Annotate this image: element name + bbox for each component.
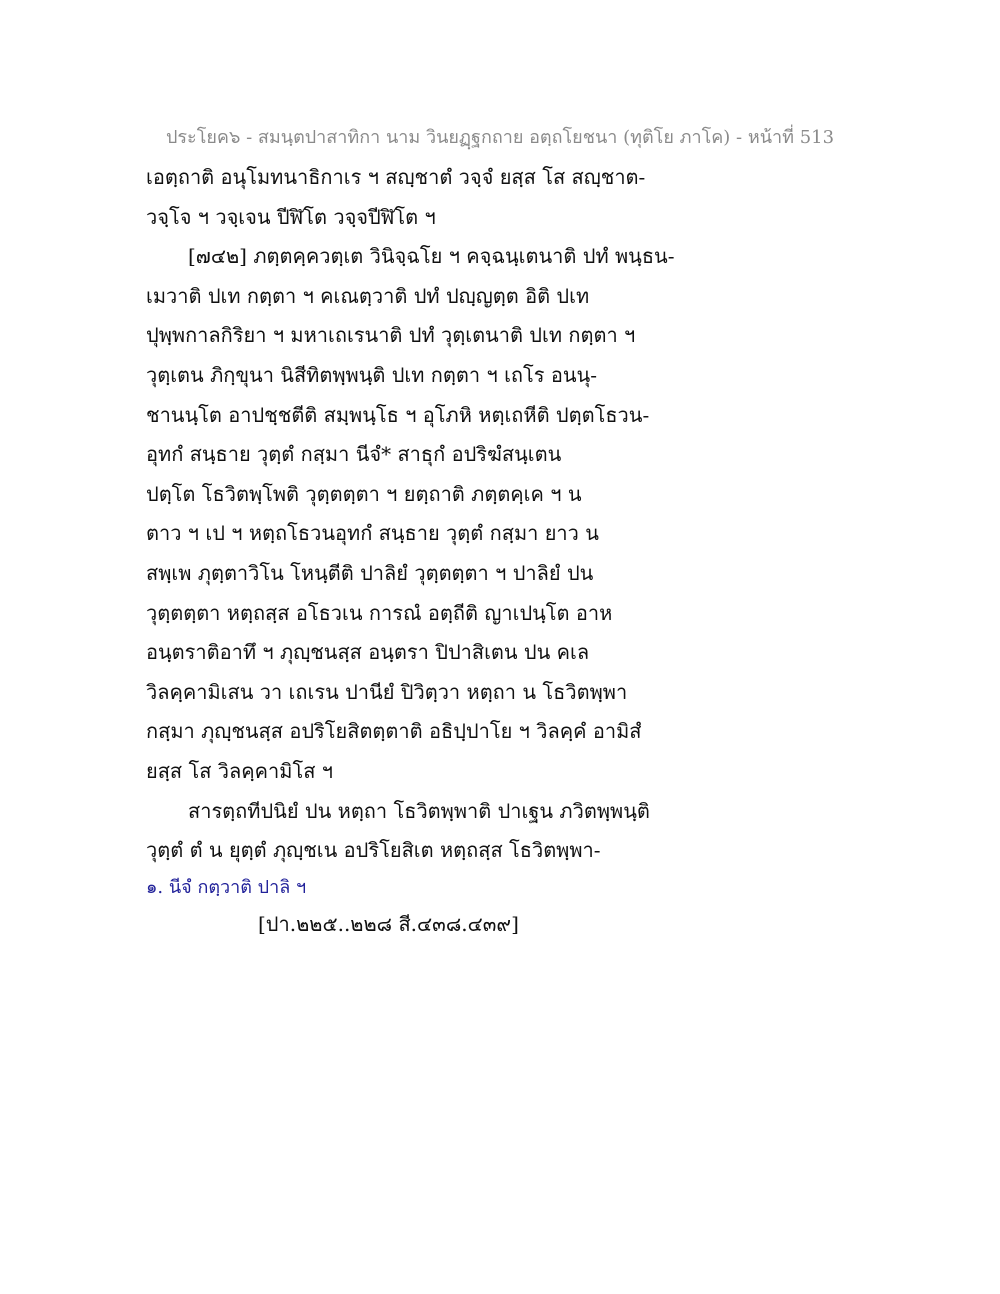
- text-line: ตาว ฯ เป ฯ หตฺถโธวนอุทกํ สนฺธาย วุตฺตํ กสฺมา ยาว น: [146, 521, 599, 546]
- text-line: ปตฺโต โธวิตพฺโพติ วุตฺตตฺตา ฯ ยตฺถาติ ภตฺตคฺเค ฯ น: [146, 481, 582, 506]
- text-line: สารตฺถทีปนิยํ ปน หตฺถา โธวิตพฺพาติ ปาเฐน ภวิตพฺพนฺติ: [188, 798, 650, 823]
- text-line: วิลคฺคามิเสน วา เถเรน ปานียํ ปิวิตฺวา หตฺถา น โธวิตพฺพา: [146, 679, 628, 704]
- footnote: ๑. นีจํ กตฺวาติ ปาลิ ฯ: [146, 877, 307, 898]
- text-line: อนฺตราติอาทึ ฯ ภุญฺชนสฺส อนฺตรา ปิปาสิเตน ปน คเล: [146, 640, 590, 665]
- text-line: เอตฺถาติ อนุโมทนาธิกาเร ฯ สญฺชาตํ วจฺจํ ยสฺส โส สญฺชาต-: [146, 165, 646, 189]
- text-line: กสฺมา ภุญฺชนสฺส อปริโยสิตตฺตาติ อธิปฺปาโย ฯ วิลคฺคํ อามิสํ: [146, 719, 642, 744]
- text-line: วุตฺตตฺตา หตฺถสฺส อโธวเน การณํ อตฺถีติ ญาเปนฺโต อาห: [146, 600, 613, 625]
- page-header: [0, 122, 1000, 151]
- text-line: อุทกํ สนฺธาย วุตฺตํ กสฺมา นีจํ* สาธุกํ อปริฆํสนฺเตน: [146, 442, 562, 467]
- text-line: ชานนฺโต อาปชฺชตีติ สมฺพนฺโธ ฯ อุโภหิ หตฺเถหีติ ปตฺตโธวน-: [146, 402, 650, 427]
- text-line: วุตฺตํ ตํ น ยุตฺตํ ภุญฺชเน อปริโยสิเต หตฺถสฺส โธวิตพฺพา-: [146, 838, 601, 863]
- body-text: [146, 158, 675, 871]
- text-line: วจฺโจ ฯ วจฺเจน ปีฬิโต วจฺจปีฬิโต ฯ: [146, 204, 436, 229]
- text-line: ปุพฺพกาลกิริยา ฯ มหาเถเรนาติ ปทํ วุตฺเตนาติ ปเท กตฺตา ฯ: [146, 323, 636, 348]
- text-line: ยสฺส โส วิลคฺคามิโส ฯ: [146, 758, 333, 783]
- text-line: เมวาติ ปเท กตฺตา ฯ คเณตฺวาติ ปทํ ปญฺญตฺต อิติ ปเท: [146, 283, 590, 308]
- text-line: สพฺเพ ภุตฺตาวิโน โหนฺตีติ ปาลิยํ วุตฺตตฺตา ฯ ปาลิยํ ปน: [146, 560, 594, 585]
- page-reference: [ปา.๒๒๕..๒๒๘ สี.๔๓๘.๔๓๙]: [258, 912, 519, 936]
- page-header-text: ประโยค๖ - สมนฺตปาสาทิกา นาม วินยฏฺฐกถาย อตฺถโยชนา (ทุติโย ภาโค) - หน้าที่ 513: [165, 127, 835, 148]
- text-line: [๗๔๒] ภตฺตคฺควตฺเต วินิจฺฉโย ฯ คจฺฉนฺเตนาติ ปทํ พนฺธน-: [188, 244, 675, 269]
- text-line: วุตฺเตน ภิกฺขุนา นิสีทิตพฺพนฺติ ปเท กตฺตา ฯ เถโร อนนุ-: [146, 362, 597, 387]
